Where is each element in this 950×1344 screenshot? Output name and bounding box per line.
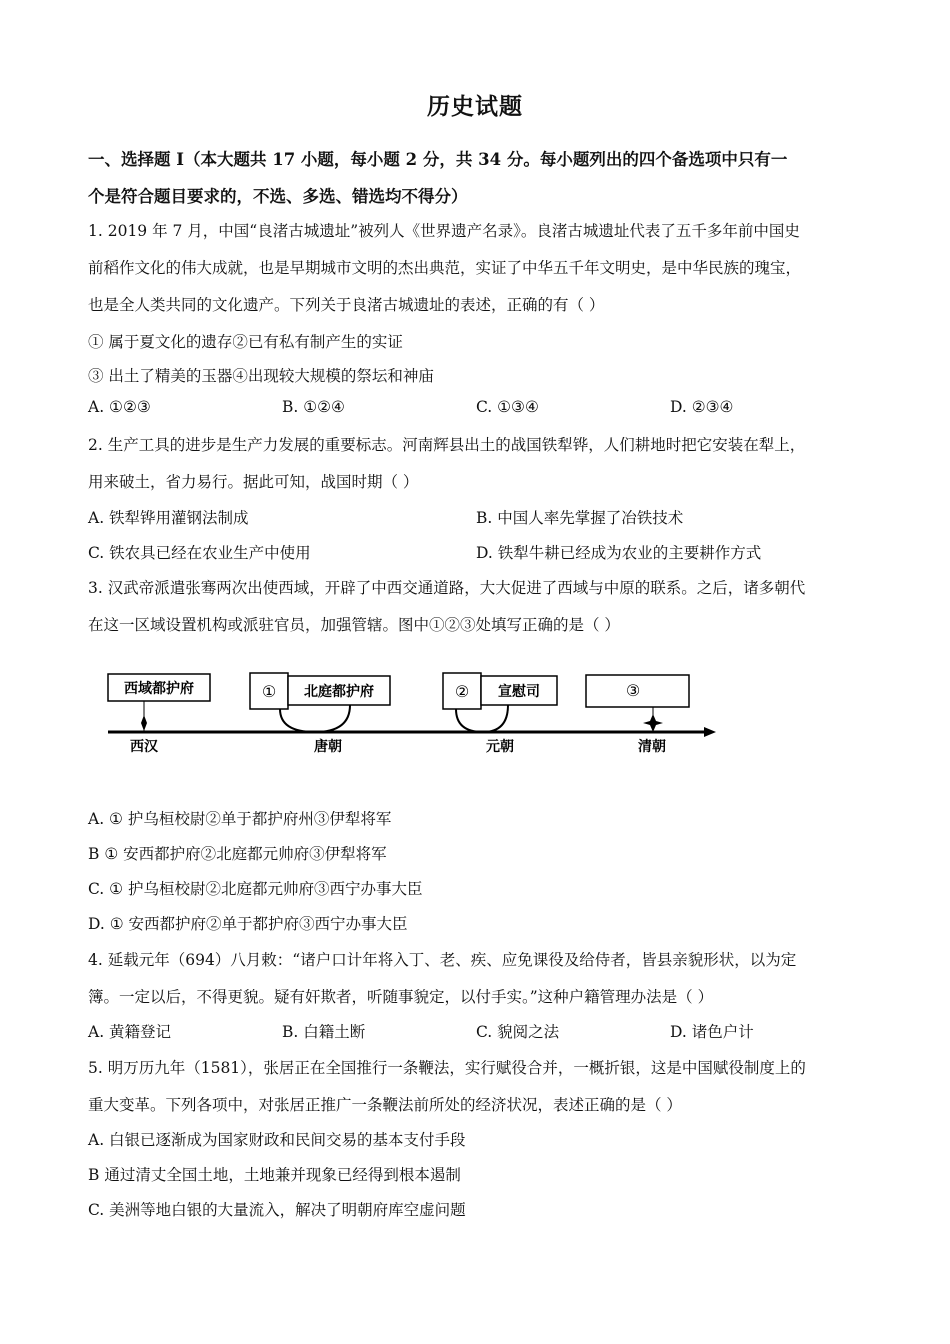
timeline-diagram (100, 668, 720, 763)
q5-option-b: B 通过清丈全国土地，土地兼并现象已经得到根本遏制 (88, 1166, 461, 1184)
section-heading-line-1: 一、选择题 I（本大题共 17 小题，每小题 2 分，共 34 分。每小题列出的四个备选项中只有一 (88, 150, 788, 169)
q1-statement: ③ 出土了精美的玉器④出现较大规模的祭坛和神庙 (88, 367, 434, 385)
q1-statement: ① 属于夏文化的遗存②已有私有制产生的实证 (88, 333, 403, 351)
q4-option-a: A. 黄籍登记 (88, 1023, 172, 1041)
q1-option-a: A. ①②③ (88, 398, 151, 416)
svg-text:西域都护府: 西域都护府 (124, 681, 194, 697)
q2-text-line: 用来破土，省力易行。据此可知，战国时期（ ） (88, 473, 419, 491)
q5-option-c: C. 美洲等地白银的大量流入，解决了明朝府库空虚问题 (88, 1201, 466, 1219)
q2-option-c: C. 铁农具已经在农业生产中使用 (88, 544, 311, 562)
label-tang: 唐朝 (314, 739, 342, 755)
svg-text:北庭都护府: 北庭都护府 (304, 684, 374, 700)
q3-option-b: B ① 安西都护府②北庭都元帅府③伊犁将军 (88, 845, 387, 863)
q3-text-line: 在这一区域设置机构或派驻官员，加强管辖。图中①②③处填写正确的是（ ） (88, 616, 620, 634)
label-xihan: 西汉 (130, 739, 158, 755)
label-yuan: 元朝 (486, 739, 514, 755)
q2-option-b: B. 中国人率先掌握了冶铁技术 (476, 509, 684, 527)
svg-text:②: ② (454, 682, 470, 701)
q3-text-line: 3. 汉武帝派遣张骞两次出使西域，开辟了中西交通道路，大大促进了西域与中原的联系。之后，诸多朝代 (88, 579, 806, 597)
box-tang (250, 673, 390, 732)
q2-option-a: A. 铁犁铧用灌钢法制成 (88, 509, 249, 527)
q1-option-d: D. ②③④ (670, 398, 734, 416)
svg-text:宣慰司: 宣慰司 (498, 684, 540, 700)
box-yuan (443, 673, 557, 732)
q5-text-line: 重大变革。下列各项中，对张居正推广一条鞭法前所处的经济状况，表述正确的是（ ） (88, 1096, 682, 1114)
q1-text-line: 1. 2019 年 7 月，中国“良渚古城遗址”被列人《世界遗产名录》。良渚古城遗址代表了五千多年前中国史 (88, 222, 800, 240)
q4-text-line: 4. 延载元年（694）八月敕：“诸户口计年将入丁、老、疾、应免课役及给侍者，皆县亲貌形状，以为定 (88, 951, 797, 969)
q3-option-c: C. ① 护乌桓校尉②北庭都元帅府③西宁办事大臣 (88, 880, 423, 898)
page-title: 历史试题 (427, 93, 523, 120)
q1-option-c: C. ①③④ (476, 398, 539, 416)
q1-option-b: B. ①②④ (282, 398, 345, 416)
box-qing (586, 675, 689, 707)
box-xiyu-duhufu (108, 674, 210, 701)
q4-option-d: D. 诸色户计 (670, 1023, 754, 1041)
timeline-star-icon (643, 714, 663, 732)
q1-text-line: 前稻作文化的伟大成就，也是早期城市文明的杰出典范，实证了中华五千年文明史，是中华民族的瑰宝， (88, 259, 802, 277)
q3-option-a: A. ① 护乌桓校尉②单于都护府州③伊犁将军 (88, 810, 392, 828)
svg-text:③: ③ (625, 681, 641, 700)
section-heading-line-2: 个是符合题目要求的，不选、多选、错选均不得分） (88, 187, 468, 206)
svg-text:①: ① (261, 682, 277, 701)
q2-option-d: D. 铁犁牛耕已经成为农业的主要耕作方式 (476, 544, 762, 562)
q5-option-a: A. 白银已逐渐成为国家财政和民间交易的基本支付手段 (88, 1131, 466, 1149)
q5-text-line: 5. 明万历九年（1581），张居正在全国推行一条鞭法，实行赋役合并，一概折银，这是中国赋役制度上的 (88, 1059, 806, 1077)
label-qing: 清朝 (638, 739, 666, 755)
timeline-arrow-icon (704, 727, 716, 737)
q1-text-line: 也是全人类共同的文化遗产。下列关于良渚古城遗址的表述，正确的有（ ） (88, 296, 605, 314)
timeline-marker-icon (141, 715, 147, 731)
q2-text-line: 2. 生产工具的进步是生产力发展的重要标志。河南辉县出土的战国铁犁铧，人们耕地时把它安装在犁上， (88, 436, 806, 454)
q3-option-d: D. ① 安西都护府②单于都护府③西宁办事大臣 (88, 915, 408, 933)
q4-option-c: C. 貌阅之法 (476, 1023, 560, 1041)
q4-text-line: 簿。一定以后，不得更貌。疑有奸欺者，听随事貌定，以付手实。”这种户籍管理办法是（ ） (88, 988, 714, 1006)
q4-option-b: B. 白籍土断 (282, 1023, 366, 1041)
